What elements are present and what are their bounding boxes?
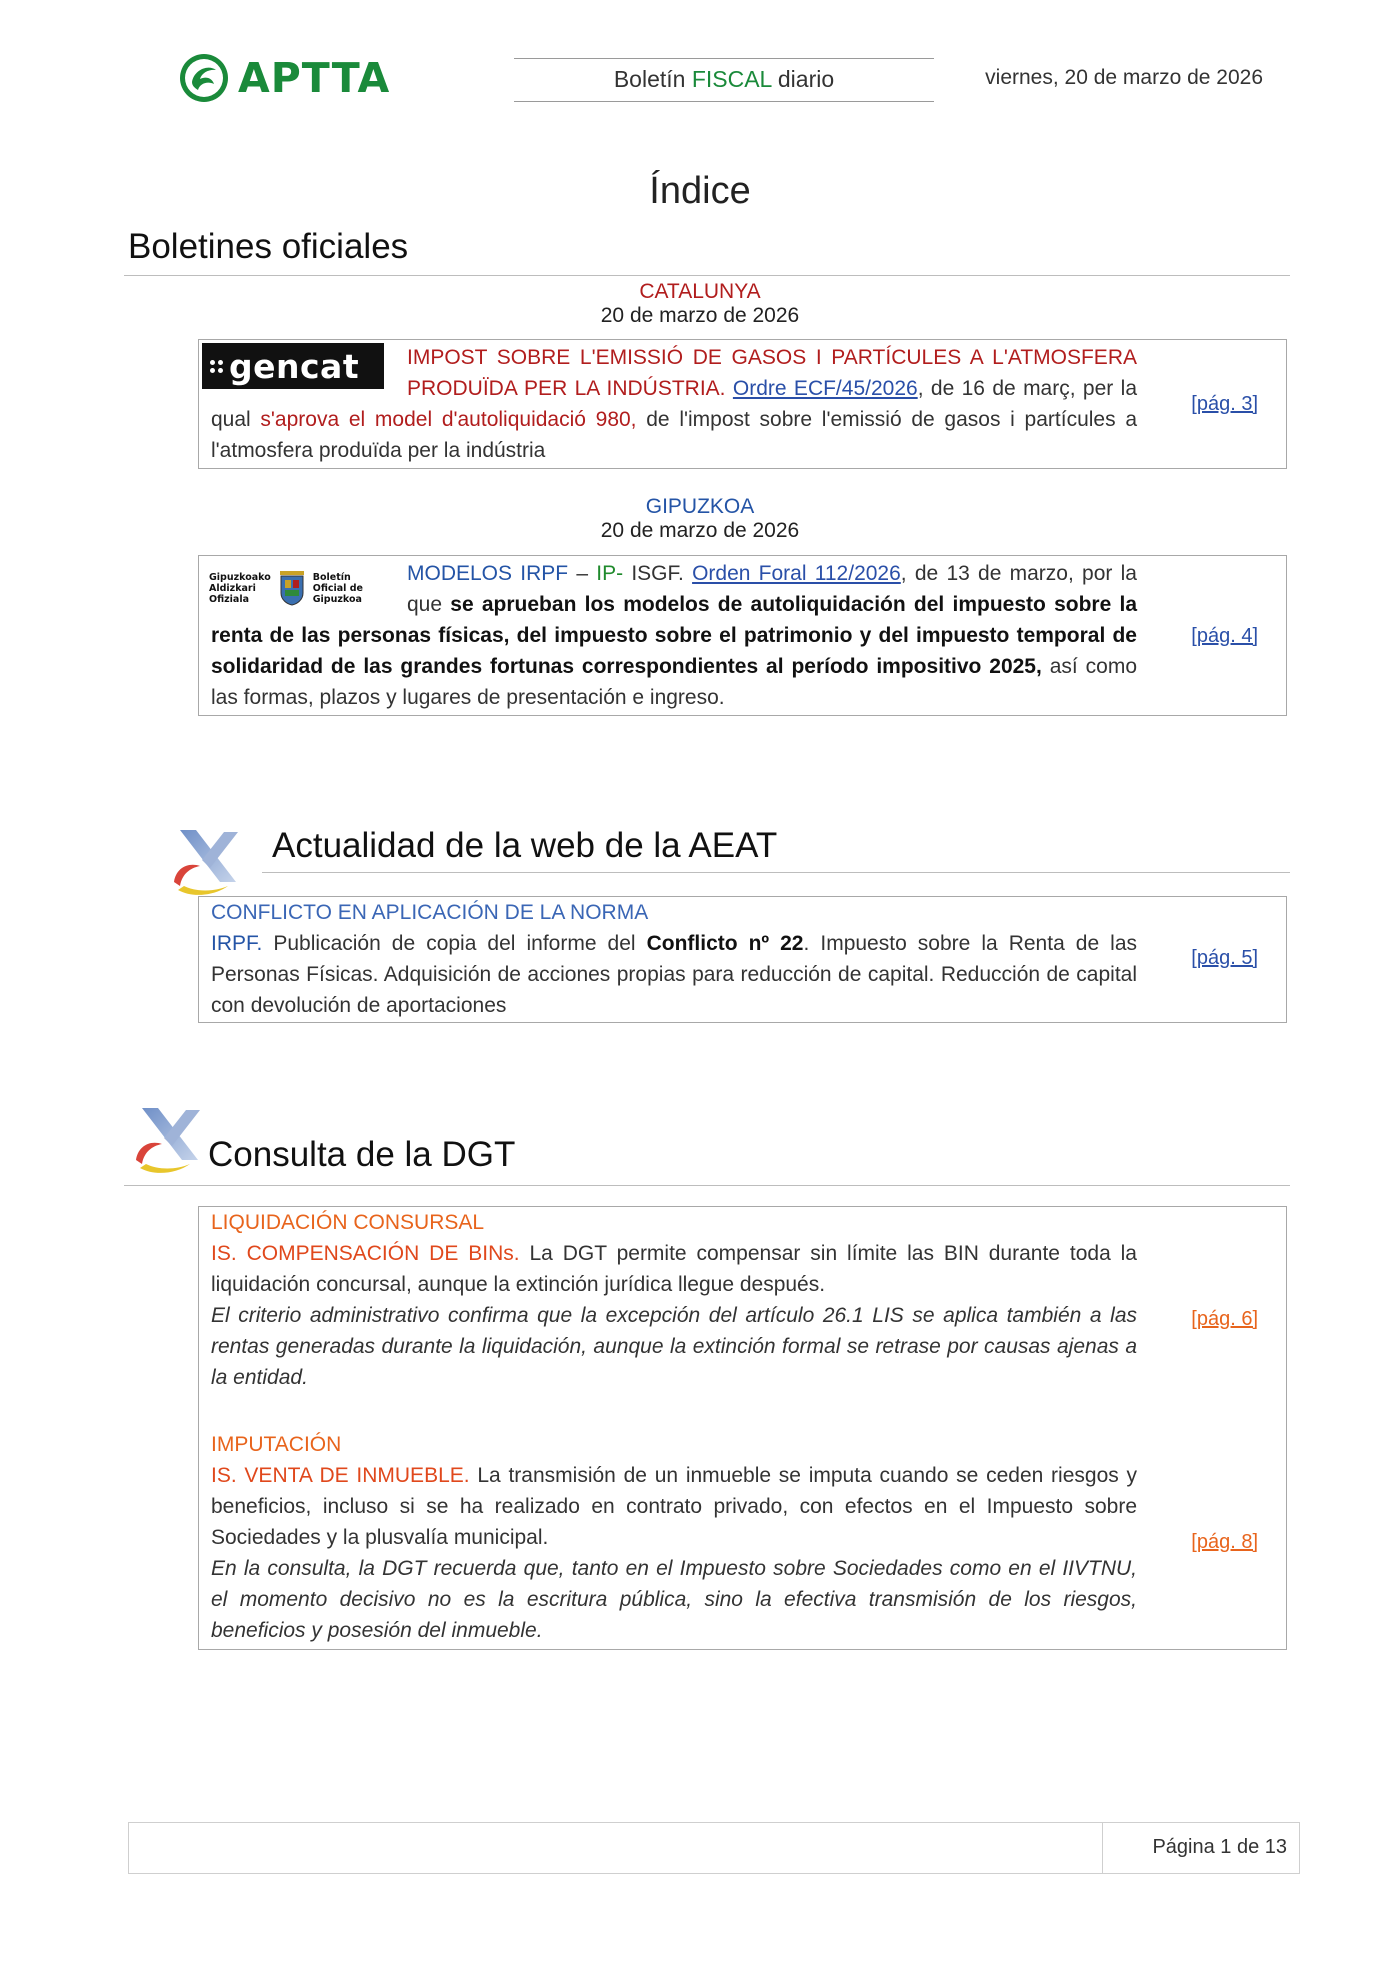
region-date: 20 de marzo de 2026	[600, 304, 800, 327]
page-link-8[interactable]: [pág. 8]	[1191, 1531, 1258, 1553]
section-rule	[124, 275, 1290, 276]
ordre-link[interactable]: Ordre ECF/45/2026	[732, 377, 918, 400]
entry-heading: IMPOST SOBRE L'EMISSIÓ DE GASOS I PARTÍCULES A L'ATMOSFERA PRODUÏDA PER LA INDÚSTRIA.	[407, 346, 1137, 400]
bulletin-title-suffix: diario	[771, 66, 835, 92]
entry-text-part: , de 13 de marzo, por la que	[407, 562, 1137, 616]
dgt-item-1	[211, 1207, 1137, 1393]
logo-line: Boletín	[312, 571, 351, 583]
page-link-4[interactable]: [pág. 4]	[1191, 625, 1258, 647]
footer-divider	[1102, 1823, 1103, 1873]
region-header-gipuzkoa	[0, 495, 1400, 543]
entry-tag: IS. VENTA DE INMUEBLE.	[211, 1464, 470, 1487]
entry-highlight: s'aprova el model d'autoliquidació 980,	[260, 408, 637, 431]
tag-irpf: MODELOS IRPF	[407, 562, 569, 585]
aptta-logo-text: APTTA	[238, 54, 391, 102]
section-rule	[124, 1185, 1290, 1186]
gencat-logo-text: gencat	[229, 346, 360, 386]
bulletin-title-prefix: Boletín	[613, 66, 692, 92]
entry-category: CONFLICTO EN APLICACIÓN DE LA NORMA	[211, 901, 649, 924]
region-date: 20 de marzo de 2026	[600, 519, 800, 542]
entry-text	[211, 897, 1137, 1021]
tag-dash: –	[568, 562, 597, 585]
logo-spacer	[211, 342, 407, 392]
section-title-boletines: Boletines oficiales	[128, 227, 409, 266]
page-link-6[interactable]: [pág. 6]	[1191, 1308, 1258, 1330]
section-title-dgt: Consulta de la DGT	[208, 1135, 516, 1174]
entry-dgt	[198, 1206, 1287, 1650]
logo-line: Aldizkari	[209, 582, 256, 594]
tag-ip: IP-	[596, 562, 624, 585]
bulletin-title-fiscal: FISCAL	[691, 66, 772, 92]
entry-italic: En la consulta, la DGT recuerda que, tanto en el Impuesto sobre Sociedades como en el IIVTNU, el momento decisivo no es la escritura pública, sino la efectiva transmisión de los riesgos, beneficios y posesión del inmueble.	[211, 1557, 1137, 1642]
entry-catalunya	[198, 339, 1287, 469]
entry-text-part: Publicación de copia del informe del	[262, 932, 647, 955]
aptta-emblem-icon	[178, 52, 230, 104]
logo-spacer	[211, 558, 407, 614]
entry-gipuzkoa	[198, 555, 1287, 716]
entry-tag: IRPF.	[211, 932, 263, 955]
logo-line: Ofiziala	[209, 593, 249, 605]
page-link-3[interactable]: [pág. 3]	[1191, 393, 1258, 415]
page-footer	[128, 1822, 1300, 1874]
section-rule	[262, 872, 1290, 873]
entry-text-part: , de 16 de març, per la qual	[211, 377, 1137, 431]
entry-bold: Conflicto nº 22	[646, 932, 804, 955]
entry-italic: El criterio administrativo confirma que la excepción del artículo 26.1 LIS se aplica también a las rentas generadas durante la liquidación, aunque la extinción formal se retrase por causas ajenas a la entidad.	[211, 1304, 1137, 1389]
tag-isgf: ISGF.	[623, 562, 684, 585]
aptta-logo	[178, 52, 390, 104]
logo-line: Gipuzkoa	[312, 593, 362, 605]
entry-category: IMPUTACIÓN	[211, 1433, 342, 1456]
entry-text	[211, 558, 1137, 713]
page-link-5[interactable]: [pág. 5]	[1191, 947, 1258, 969]
dgt-item-2	[211, 1429, 1137, 1646]
entry-text-part: . Impuesto sobre la Renta de las Personas Físicas. Adquisición de acciones propias para reducción de capital. Reducción de capital con devolución de aportaciones	[211, 932, 1138, 1017]
entry-text	[211, 342, 1137, 466]
bulletin-title	[514, 58, 934, 102]
logo-line: Oficial de	[312, 582, 363, 594]
aeat-logo-icon	[166, 822, 246, 902]
entry-text-part: La transmisión de un inmueble se imputa cuando se ceden riesgos y beneficios, incluso si se ha realizado en contrato privado, con efectos en el Impuesto sobre Sociedades y la plusvalía municipal.	[211, 1464, 1137, 1549]
region-name: CATALUNYA	[639, 280, 761, 303]
aeat-logo-icon	[128, 1100, 208, 1180]
section-title-aeat: Actualidad de la web de la AEAT	[272, 826, 778, 865]
entry-text-part: de l'impost sobre l'emissió de gasos i partícules a l'atmosfera produïda per la indústria	[211, 408, 1137, 462]
entry-tag: IS. COMPENSACIÓN DE BINs.	[211, 1242, 520, 1265]
entry-bold: se aprueban los modelos de autoliquidación del impuesto sobre la renta de las personas físicas, del impuesto sobre el patrimonio y del impuesto temporal de solidaridad de las grandes fortunas correspondientes al período impositivo 2025,	[211, 593, 1137, 678]
entry-text-part: La DGT permite compensar sin límite las BIN durante toda la liquidación concursal, aunque la extinción jurídica llegue después.	[211, 1242, 1137, 1296]
logo-line: Gipuzkoako	[209, 571, 271, 583]
entry-text-part: así como las formas, plazos y lugares de presentación e ingreso.	[211, 655, 1137, 709]
page-number: Página 1 de 13	[1152, 1836, 1287, 1858]
entry-aeat	[198, 896, 1287, 1023]
region-name: GIPUZKOA	[645, 495, 755, 518]
index-title: Índice	[649, 170, 751, 212]
orden-foral-link[interactable]: Orden Foral 112/2026	[692, 562, 901, 585]
region-header-catalunya	[0, 280, 1400, 328]
entry-category: LIQUIDACIÓN CONSURSAL	[211, 1211, 485, 1234]
header-date: viernes, 20 de marzo de 2026	[985, 66, 1263, 89]
